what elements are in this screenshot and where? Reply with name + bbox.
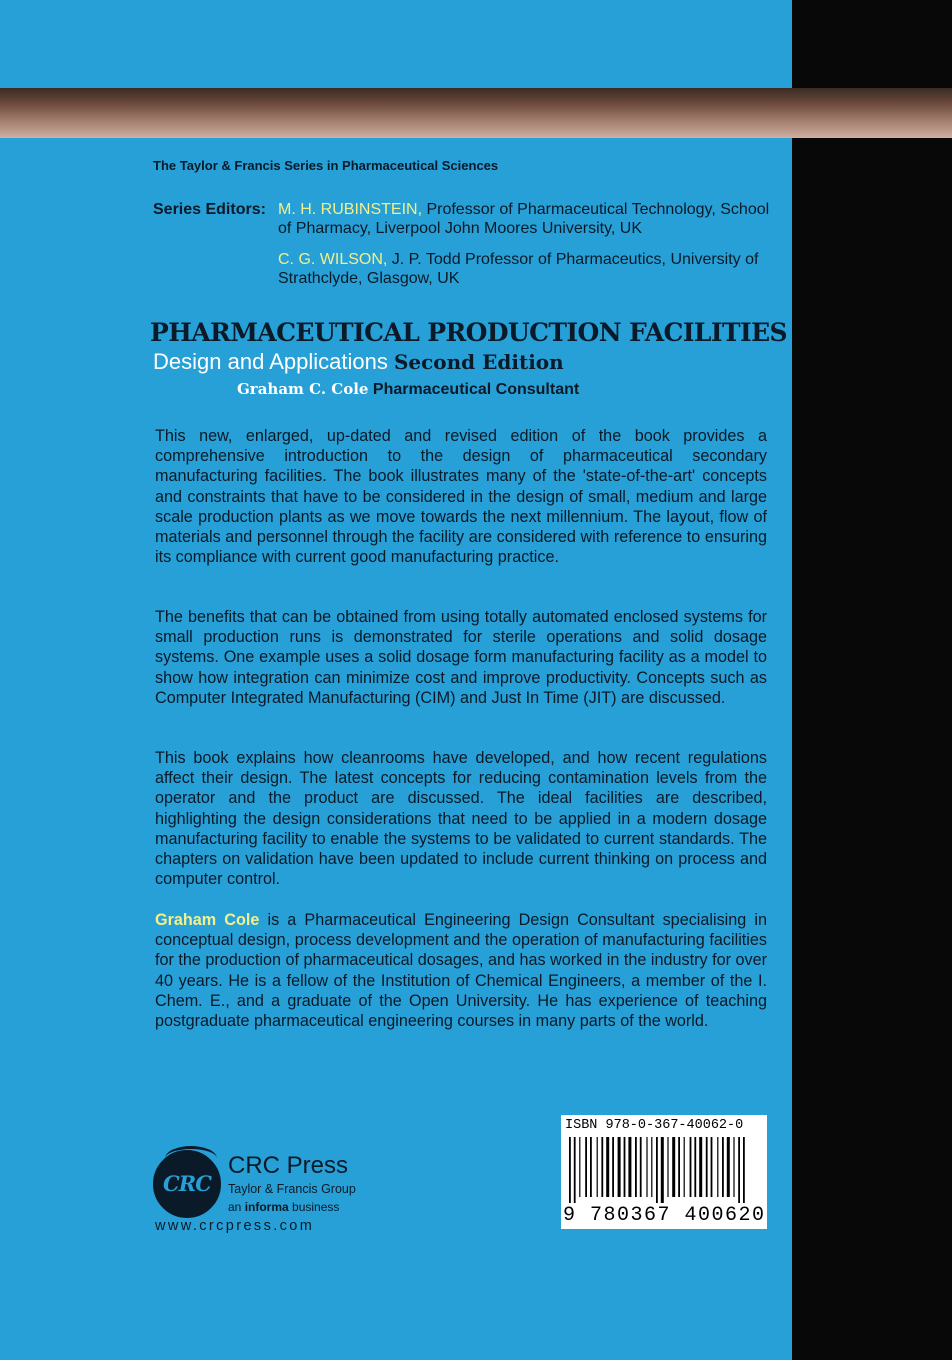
barcode-bar (690, 1137, 692, 1197)
barcode-bar (606, 1137, 609, 1197)
barcode-bar (667, 1137, 668, 1197)
editor-2 (278, 250, 773, 288)
barcode-bar (694, 1137, 696, 1197)
barcode-bar (651, 1137, 652, 1197)
book-subtitle (153, 349, 564, 375)
business-suffix: business (288, 1200, 340, 1214)
edition-text: Second Edition (393, 350, 564, 374)
barcode-bar (656, 1137, 658, 1203)
barcode-bar (612, 1137, 614, 1197)
editor-1-name: M. H. RUBINSTEIN, (278, 201, 423, 218)
editor-1-affiliation: Professor of Pharmaceutical Technology, School of Pharmacy, Liverpool John Moores University, UK (278, 201, 770, 237)
barcode-bar (678, 1137, 680, 1197)
publisher-group: Taylor & Francis Group (228, 1182, 356, 1196)
barcode-bar (684, 1137, 685, 1197)
barcode-bar (661, 1137, 664, 1203)
barcode-bar (743, 1137, 745, 1203)
isbn-digits: 9 780367 400620 (563, 1204, 766, 1227)
barcode-bar (635, 1137, 637, 1197)
crc-logo-text: CRC (163, 1171, 211, 1196)
barcode-bar (601, 1137, 603, 1197)
series-title: The Taylor & Francis Series in Pharmaceutical Sciences (153, 158, 499, 173)
barcode-bar (699, 1137, 702, 1197)
book-title: PHARMACEUTICAL PRODUCTION FACILITIES (150, 318, 788, 347)
series-editors-label: Series Editors: (153, 201, 266, 218)
barcode-bar (738, 1137, 740, 1203)
author-bio (155, 910, 767, 1031)
subtitle-text: Design and Applications (153, 349, 388, 374)
editor-1 (278, 200, 773, 238)
author-role: Pharmaceutical Consultant (372, 381, 580, 398)
barcode-bar (727, 1137, 730, 1197)
barcode-bar (628, 1137, 631, 1197)
barcode-bar (646, 1137, 647, 1197)
barcode-bar (672, 1137, 675, 1197)
barcode-bar (585, 1137, 587, 1197)
barcode-bar (711, 1137, 713, 1197)
barcode-bar (569, 1137, 571, 1203)
description-paragraph-2: The benefits that can be obtained from using totally automated enclosed systems for small production runs is demonstrated for sterile operations and solid dosage systems. One example uses a solid dosage form manufacturing facility as a model to show how integration can minimize cost and improve productivity. Concepts such as Computer Integrated Manufacturing (CIM) and Just In Time (JIT) are discussed. (155, 608, 767, 707)
barcode-bar (640, 1137, 642, 1197)
barcode-bar (706, 1137, 708, 1197)
description-paragraph-1: This new, enlarged, up-dated and revised edition of the book provides a comprehensive introduction to the design of pharmaceutical secondary manufacturing facilities. The book illustrates many of the 'state-of-the-art' concepts and constraints that have to be considered in the design of small, medium and large scale production plants as we move towards the next millennium. The layout, flow of materials and personnel through the facility are considered with reference to ensuring its compliance with current good manufacturing practice. (155, 427, 767, 567)
editor-2-name: C. G. WILSON, (278, 251, 388, 268)
author-line (237, 380, 579, 399)
barcode-bar (579, 1137, 580, 1197)
barcode-bar (722, 1137, 724, 1197)
publisher-business (228, 1200, 339, 1214)
business-prefix: an (228, 1200, 245, 1214)
bio-text: is a Pharmaceutical Engineering Design Consultant specialising in conceptual design, process development and the operation of manufacturing facilities for the production of pharmaceutical dosages, and has worked in the industry for over 40 years. He is a fellow of the Institution of Chemical Engineers, a member of the I. Chem. E., and a graduate of the Open University. He has experience of teaching postgraduate pharmaceutical engineering courses in many parts of the world. (155, 911, 767, 1031)
business-bold: informa (244, 1200, 289, 1214)
description-paragraph-3: This book explains how cleanrooms have developed, and how recent regulations affect their design. The latest concepts for reducing contamination levels from the operator and the product are discussed. The ideal facilities are described, highlighting the design considerations that need to be applied in a modern dosage manufacturing facility to enable the systems to be validated to current standards. The chapters on validation have been updated to include current thinking on process and computer control. (155, 749, 767, 889)
isbn-barcode-box (561, 1115, 767, 1229)
barcode-bar (574, 1137, 576, 1203)
barcode-icon (569, 1137, 759, 1203)
barcode-bar (733, 1137, 734, 1197)
author-name: Graham C. Cole (237, 380, 369, 398)
barcode-bar (624, 1137, 626, 1197)
isbn-label: ISBN 978-0-367-40062-0 (565, 1118, 744, 1133)
crc-logo (153, 1150, 221, 1218)
book-spine (792, 0, 952, 1360)
header-band (0, 88, 952, 138)
barcode-bar (618, 1137, 621, 1197)
barcode-bar (717, 1137, 718, 1197)
publisher-url: www.crcpress.com (155, 1218, 315, 1234)
barcode-bar (597, 1137, 598, 1197)
publisher-name: CRC Press (228, 1152, 349, 1179)
editor-2-affiliation: J. P. Todd Professor of Pharmaceutics, University of Strathclyde, Glasgow, UK (278, 251, 759, 287)
bio-name: Graham Cole (155, 911, 260, 929)
barcode-bar (590, 1137, 592, 1197)
